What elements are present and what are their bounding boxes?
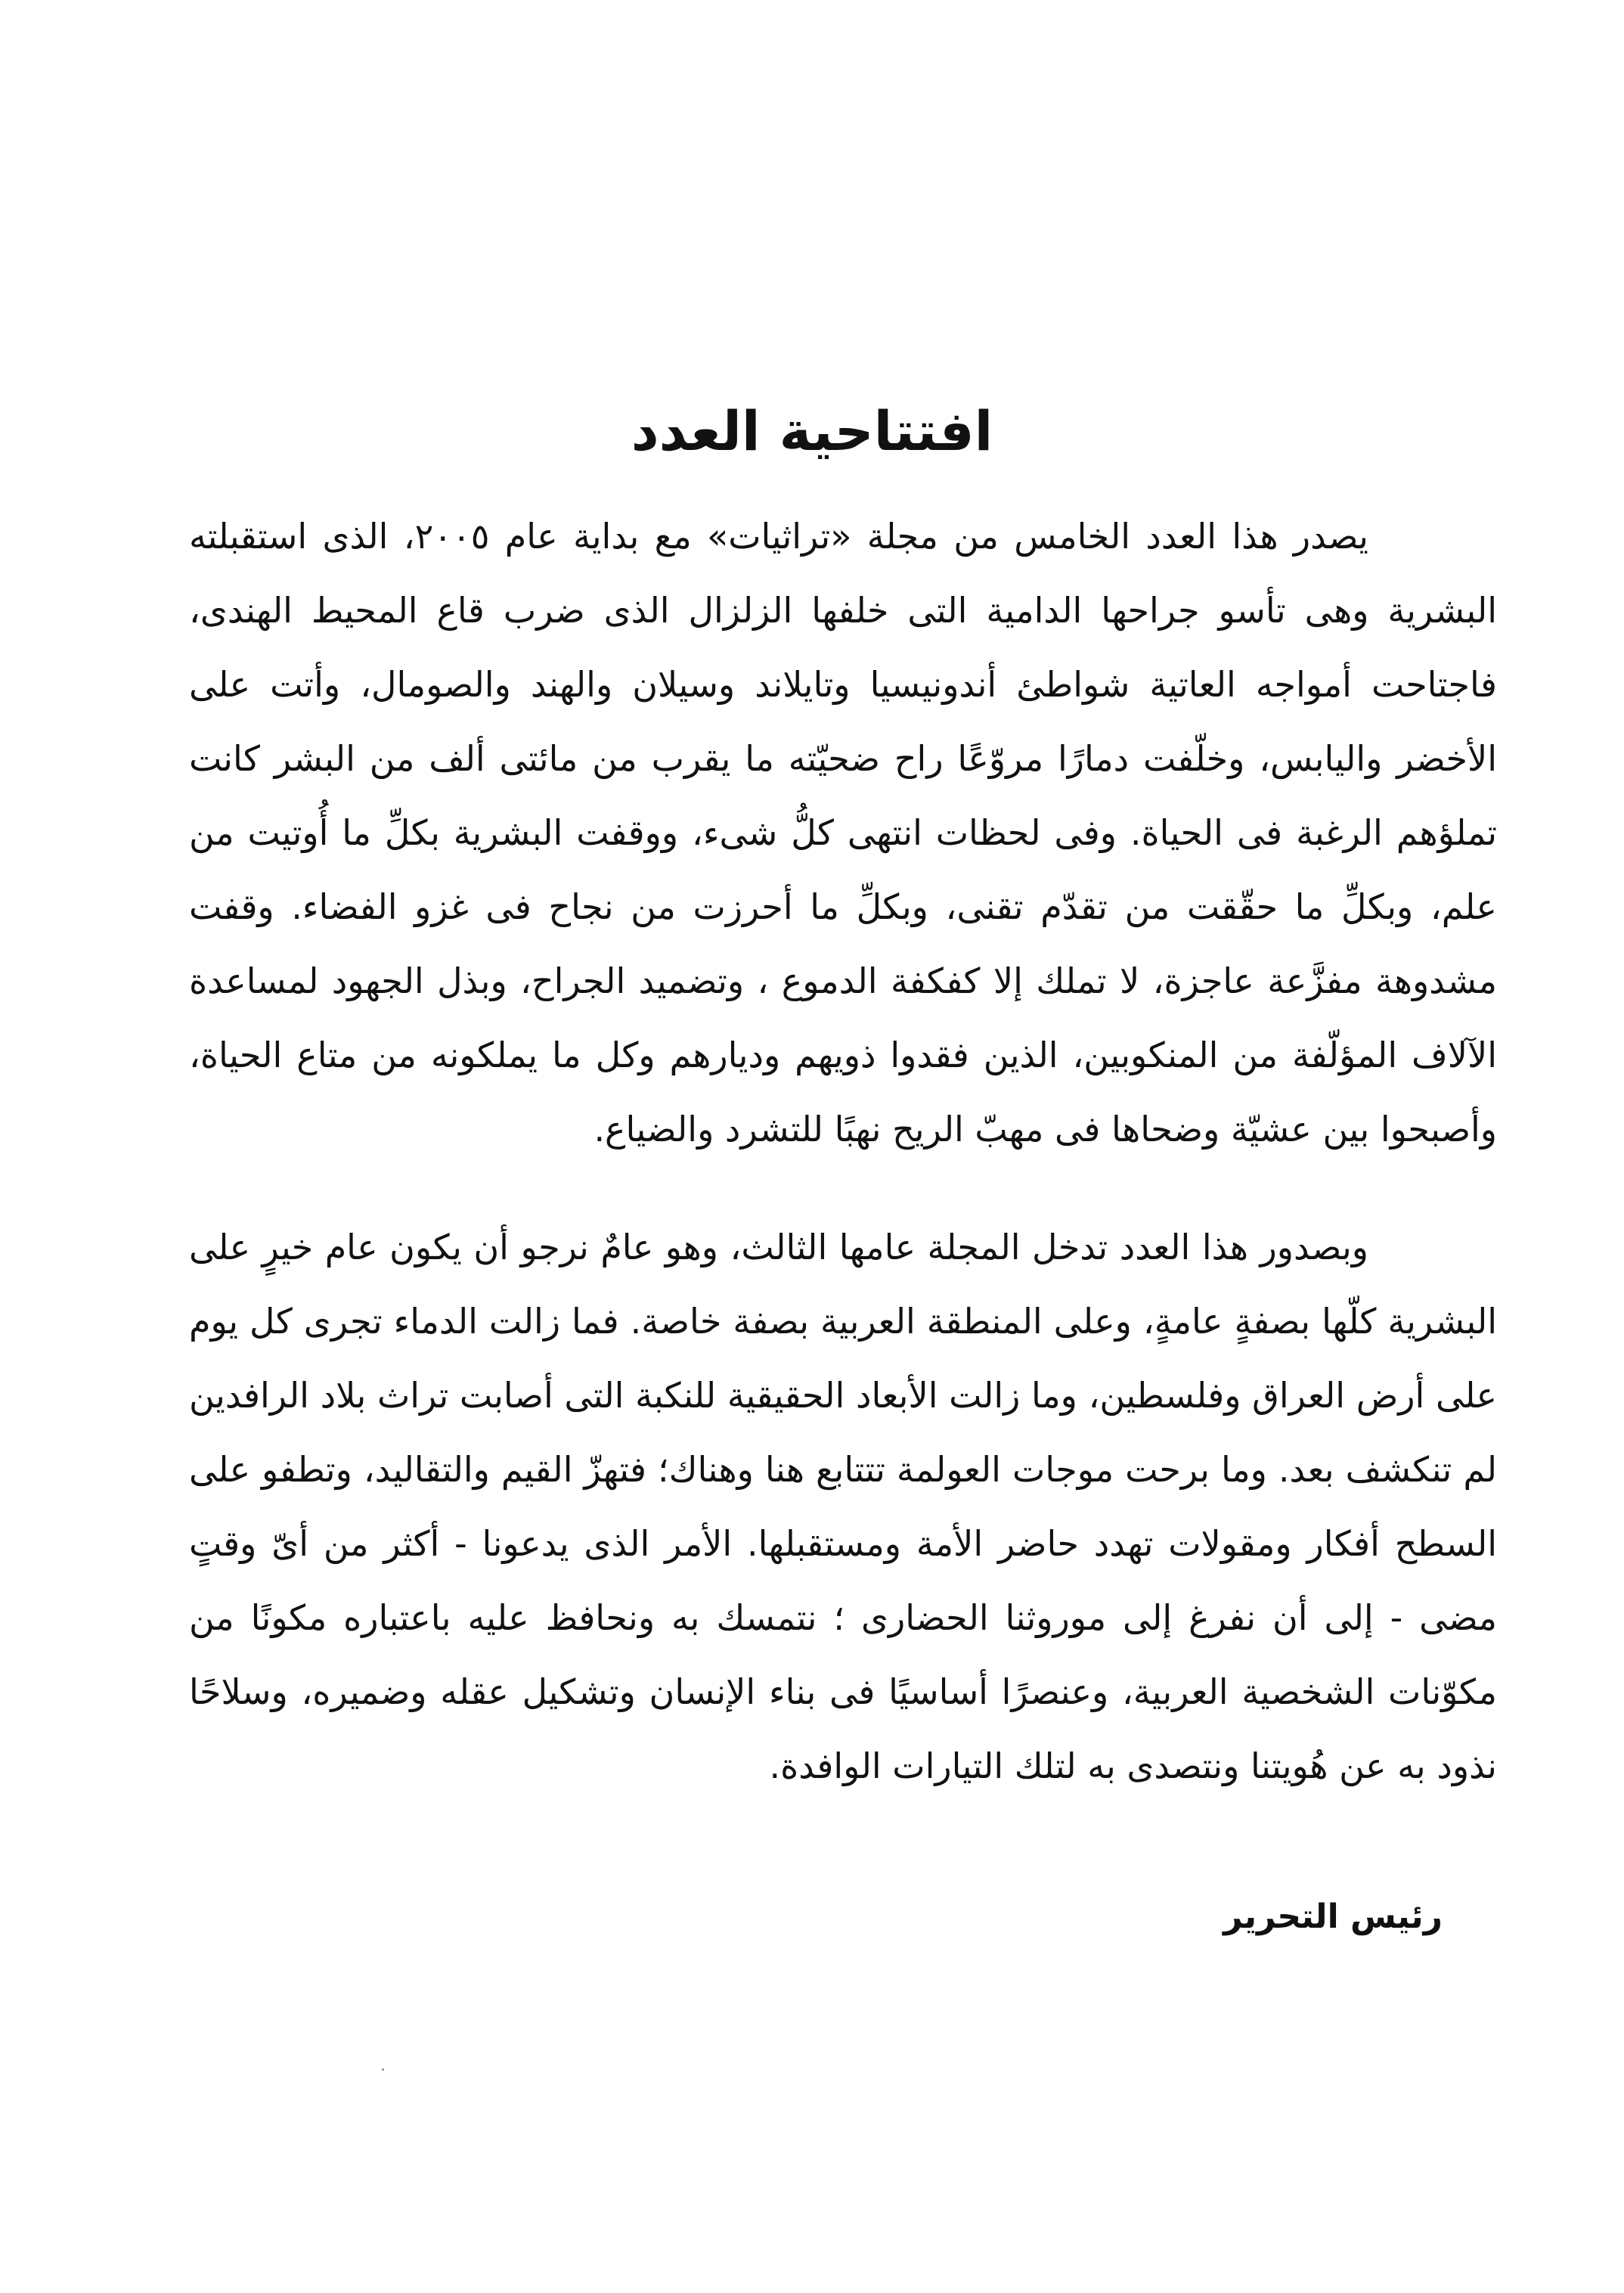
paragraph-1: يصدر هذا العدد الخامس من مجلة «تراثيات» مع بداية عام ٢٠٠٥، الذى استقبلته البشرية وهى تأسو جراحها الدامية التى خلفها الزلزال الذى ضرب قاع المحيط الهندى، فاجتاحت أمواجه العاتية شواطئ أندونيسيا وتايلاند وسيلان والهند والصومال، وأتت على الأخضر واليابس، وخلّفت دمارًا مروّعًا راح ضحيّته ما يقرب من مائتى ألف من البشر كانت تملؤهم الرغبة فى الحياة. وفى لحظات انتهى كلُّ شىء، ووقفت البشرية بكلِّ ما أُوتيت من علم، وبكلِّ ما حقّقت من تقدّم تقنى، وبكلِّ ما أحرزت من نجاح فى غزو الفضاء. وقفت مشدوهة مفزَّعة عاجزة، لا تملك إلا كفكفة الدموع ، وتضميد الجراح، وبذل الجهود لمساعدة الآلاف المؤلّفة من المنكوبين، الذين فقدوا ذويهم وديارهم وكل ما يملكونه من متاع الحياة، وأصبحوا بين عشيّة وضحاها فى مهبّ الريح نهبًا للتشرد والضياع.	[189, 516, 1497, 1150]
paragraph-2: وبصدور هذا العدد تدخل المجلة عامها الثالث، وهو عامٌ نرجو أن يكون عام خيرٍ على البشرية كلّها بصفةٍ عامةٍ، وعلى المنطقة العربية بصفة خاصة. فما زالت الدماء تجرى كل يوم على أرض العراق وفلسطين، وما زالت الأبعاد الحقيقية للنكبة التى أصابت تراث بلاد الرافدين لم تنكشف بعد. وما برحت موجات العولمة تتتابع هنا وهناك؛ فتهزّ القيم والتقاليد، وتطفو على السطح أفكار ومقولات تهدد حاضر الأمة ومستقبلها. الأمر الذى يدعونا - أكثر من أىّ وقتٍ مضى - إلى أن نفرغ إلى موروثنا الحضارى ؛ نتمسك به ونحافظ عليه باعتباره مكونًا من مكوّنات الشخصية العربية، وعنصرًا أساسيًا فى بناء الإنسان وتشكيل عقله وضميره، وسلاحًا نذود به عن هُويتنا ونتصدى به لتلك التيارات الوافدة.	[189, 1227, 1497, 1786]
editor-signature: رئيس التحرير	[1223, 1897, 1443, 1936]
article-body	[189, 499, 1497, 1803]
page-title: افتتاحية العدد	[631, 399, 993, 463]
scan-speck	[382, 2068, 384, 2071]
